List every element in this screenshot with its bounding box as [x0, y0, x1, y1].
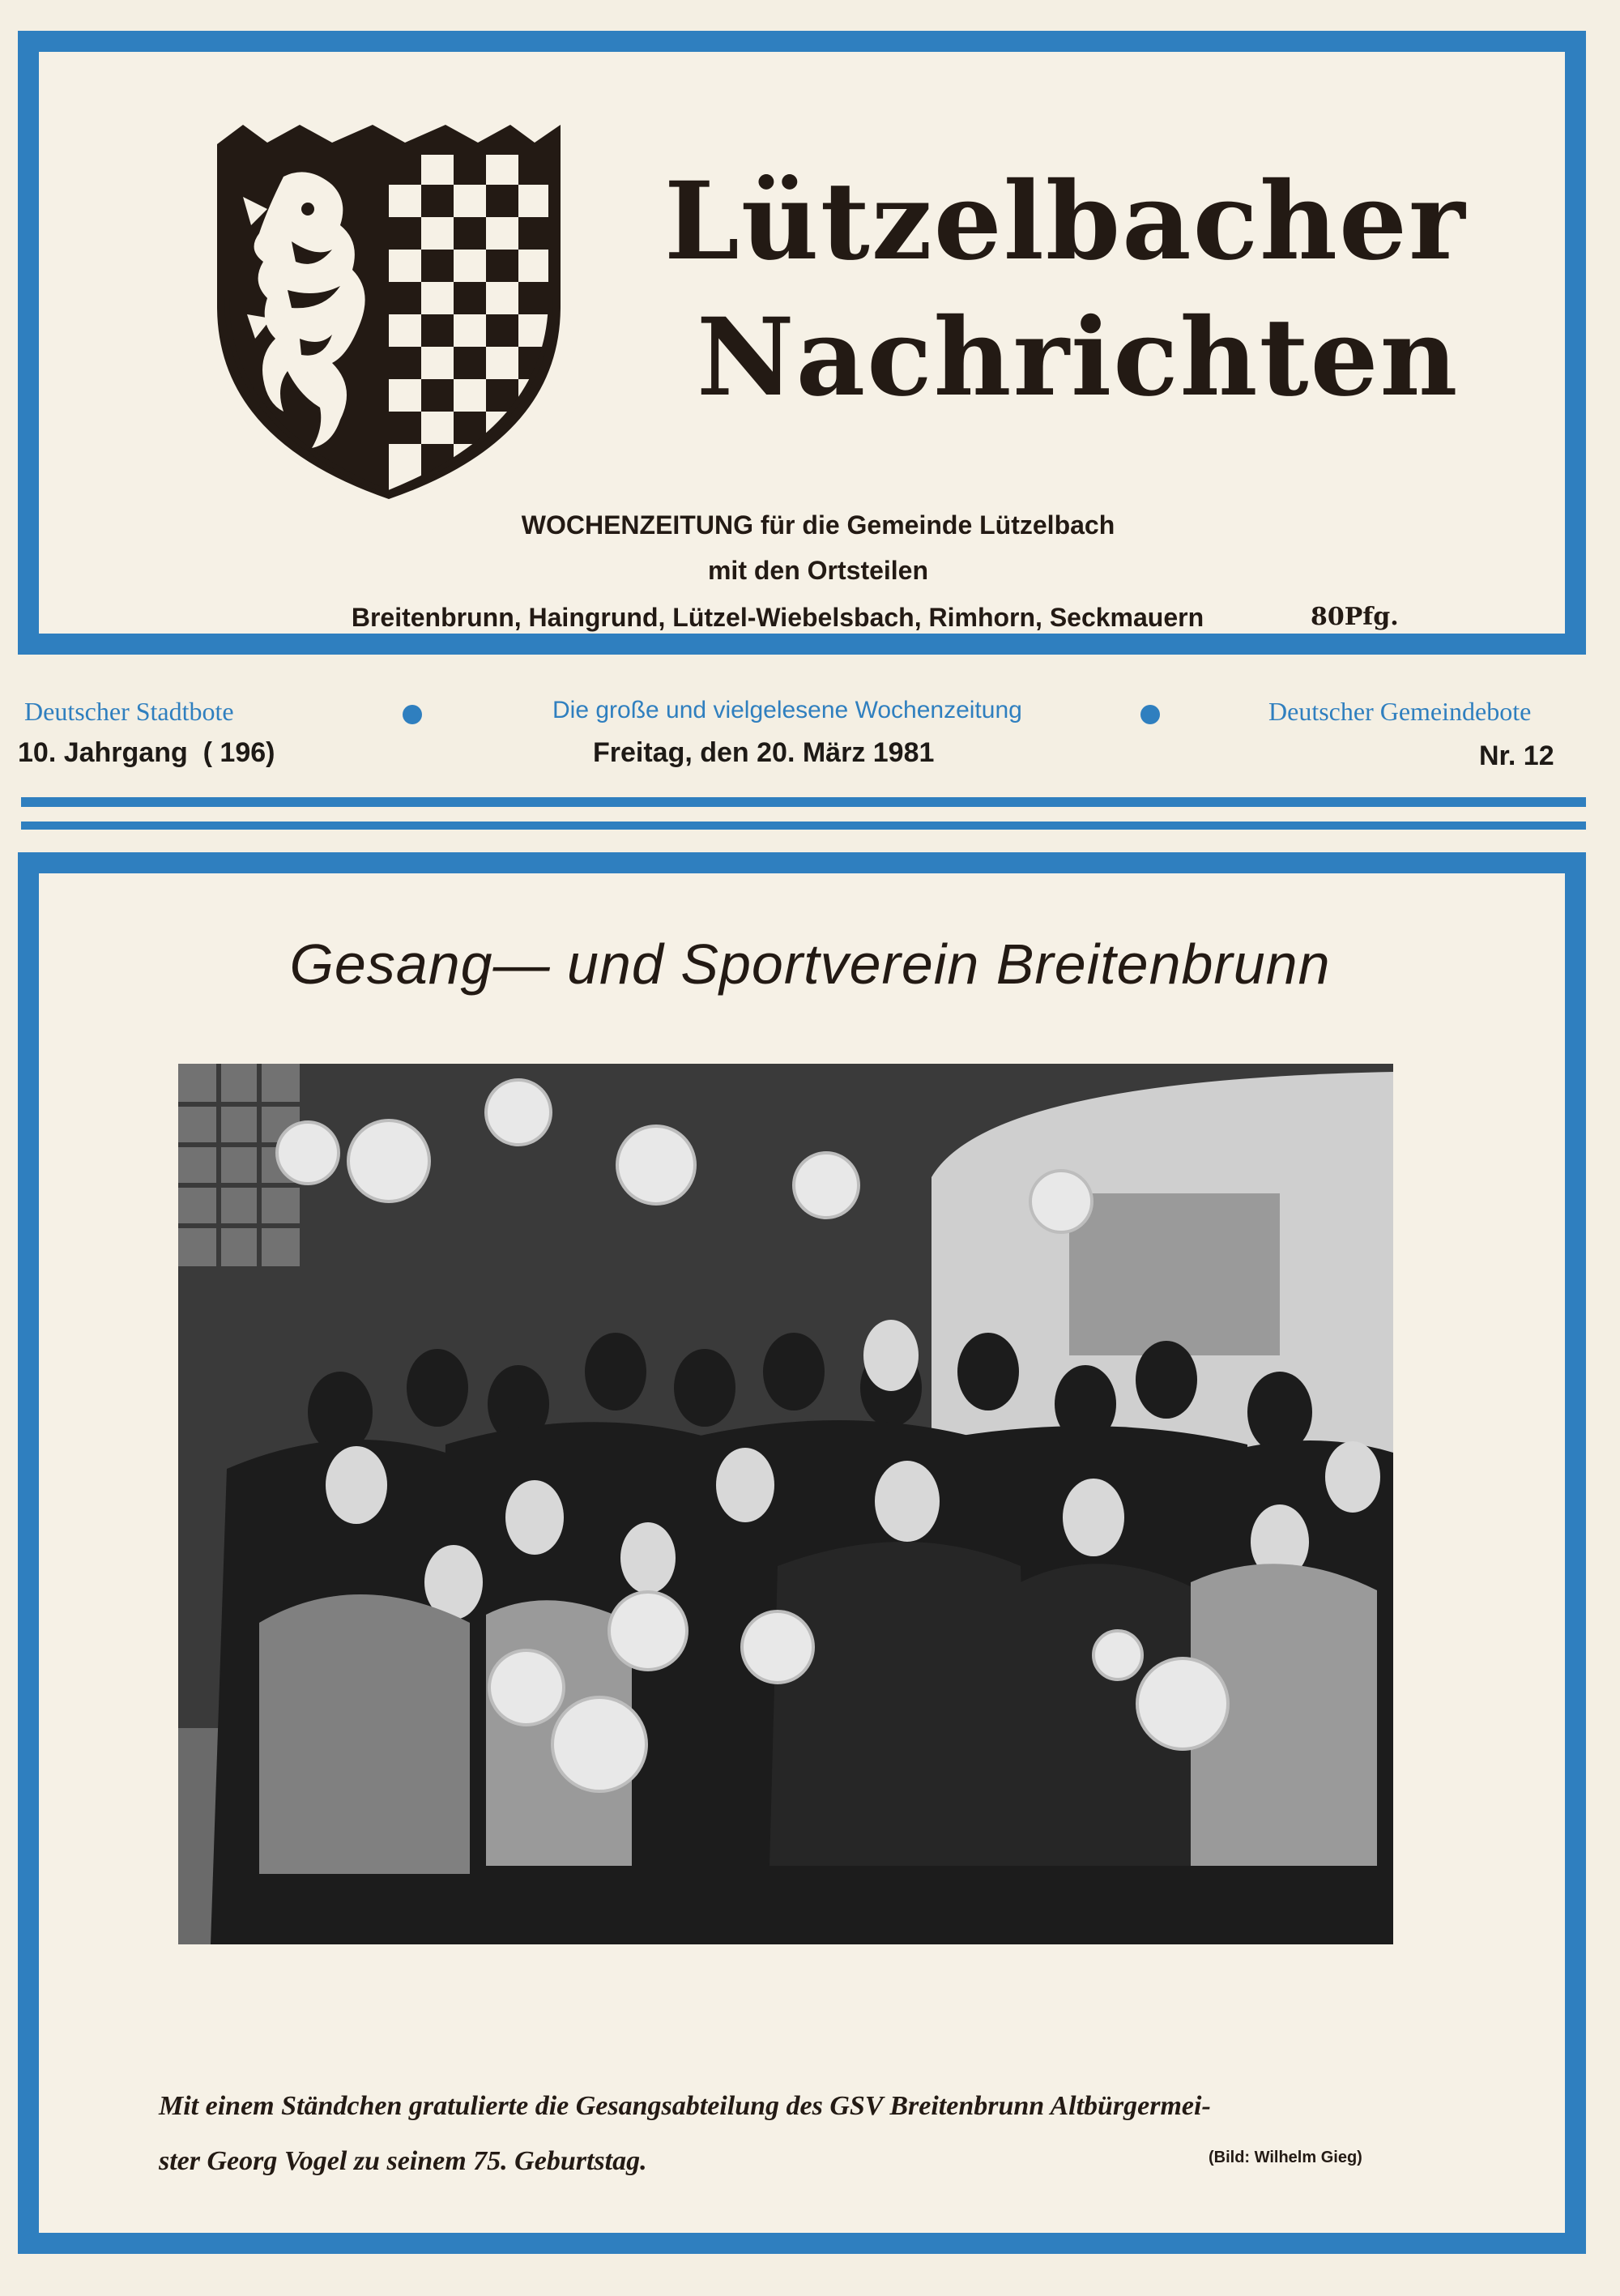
newspaper-title — [664, 154, 1474, 426]
article-headline: Gesang— und Sportverein Breitenbrunn — [289, 932, 1331, 996]
price-label: 80Pfg. — [1311, 603, 1399, 631]
bullet-dot-left — [403, 705, 422, 724]
photo-caption — [159, 2079, 1422, 2189]
subtitle-line-3: Breitenbrunn, Haingrund, Lützel-Wiebelsbach, Rimhorn, Seckmauern — [351, 603, 1204, 632]
divider-rule-1 — [21, 797, 1586, 807]
divider-rule-2 — [21, 822, 1586, 830]
caption-line-2: ster Georg Vogel zu seinem 75. Geburtstag. — [159, 2146, 647, 2176]
subtitle-line-1: WOCHENZEITUNG für die Gemeinde Lützelbach — [521, 510, 1115, 540]
subtitle-line-2: mit den Ortsteilen — [707, 556, 929, 585]
left-label: Deutscher Stadtbote — [24, 697, 234, 726]
bullet-dot-right — [1140, 705, 1160, 724]
issue-date: Freitag, den 20. März 1981 — [593, 737, 935, 768]
group-photo — [178, 1064, 1393, 1944]
issue-number: Nr. 12 — [1479, 740, 1554, 771]
volume-number: 10. Jahrgang ( 196) — [18, 737, 275, 768]
coat-of-arms — [211, 120, 567, 501]
center-label: Die große und vielgelesene Wochenzeitung — [552, 697, 1022, 723]
caption-line-1: Mit einem Ständchen gratulierte die Gesangsabteilung des GSV Breitenbrunn Altbürgermei- — [159, 2091, 1211, 2121]
right-label: Deutscher Gemeindebote — [1268, 697, 1532, 726]
title-line-1: Lützelbacher — [664, 159, 1467, 284]
photo-credit: (Bild: Wilhelm Gieg) — [1209, 2149, 1362, 2166]
title-line-2: Nachrichten — [697, 295, 1460, 420]
